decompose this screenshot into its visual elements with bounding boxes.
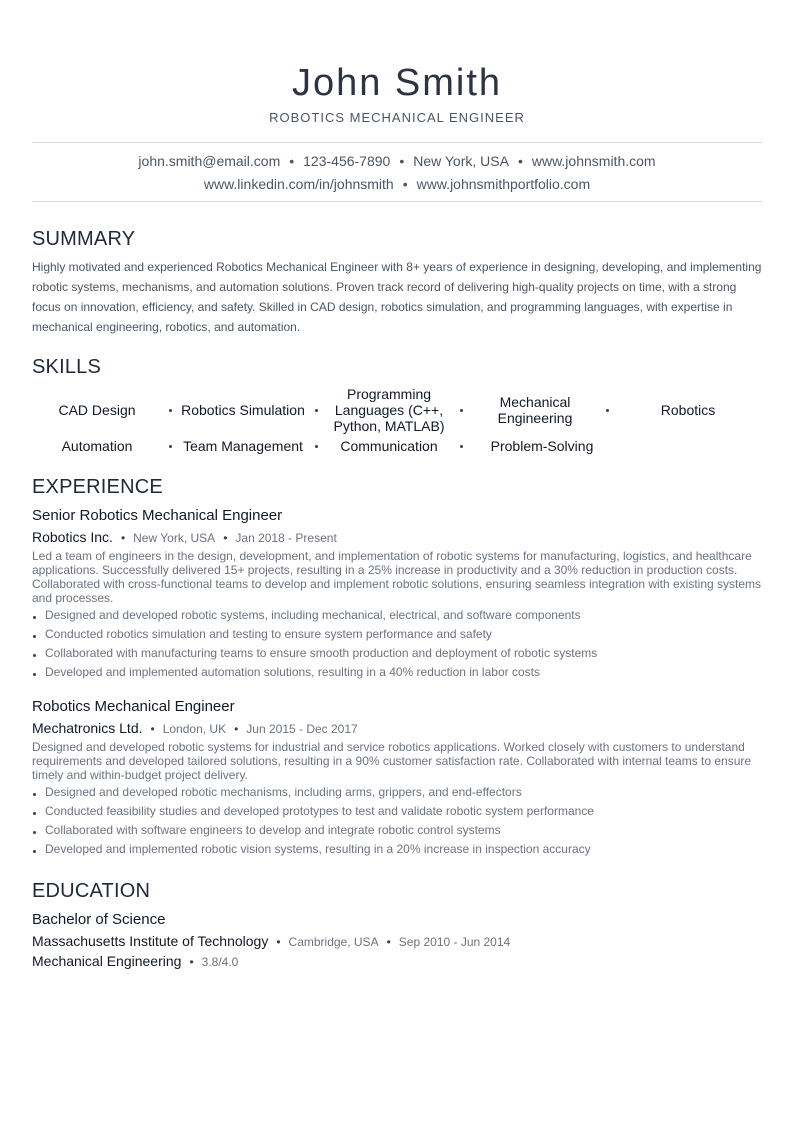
bullet-dot xyxy=(33,812,36,815)
job-company: Robotics Inc. xyxy=(32,529,113,545)
meta-separator: • xyxy=(234,722,239,736)
summary-text: Highly motivated and experienced Robotics Mechanical Engineer with 8+ years of experience in designing, developing, and implementing robotic systems, mechanisms, and automation solutions. Proven track record of delivering high-quality projects on time, with a strong focus on innovation, efficiency, and safety. Skilled in CAD design, robotics simulation, and programming languages, with expertise in mechanical engineering, robotics, and automation. xyxy=(32,260,762,334)
skill-item: Robotics xyxy=(660,402,716,418)
education-heading: EDUCATION xyxy=(32,880,151,902)
skill-item: CAD Design xyxy=(58,402,136,418)
job-bullet xyxy=(32,842,762,856)
job-bullet xyxy=(32,823,762,837)
job-bullet-text: Conducted robotics simulation and testing to ensure system performance and safety xyxy=(45,627,492,641)
job-meta xyxy=(32,720,358,736)
contact-line-1 xyxy=(32,153,762,169)
job-bullet xyxy=(32,627,762,641)
bullet-dot xyxy=(33,831,36,834)
job-bullet-text: Conducted feasibility studies and developed prototypes to test and validate robotic system performance xyxy=(45,804,594,818)
meta-separator: • xyxy=(223,531,228,545)
job-location: London, UK xyxy=(162,722,227,736)
education-meta xyxy=(32,933,510,949)
job-bullet-text: Collaborated with software engineers to develop and integrate robotic control systems xyxy=(45,823,501,837)
education-location: Cambridge, USA xyxy=(288,935,379,949)
job-bullet-text: Developed and implemented automation solutions, resulting in a 40% reduction in labor costs xyxy=(45,665,540,679)
contact-separator: • xyxy=(517,153,523,169)
skill-item: Mechanical Engineering xyxy=(497,394,573,426)
contact-website[interactable]: www.johnsmith.com xyxy=(531,153,656,169)
skill-separator xyxy=(315,445,318,448)
job-description: Led a team of engineers in the design, development, and implementation of robotic systems for manufacturing, logistics, and healthcare applications. Successfully delivered 15+ projects, resulting in a 25% increase in productivity and a 30% reduction in production costs. Collaborated with cross-functional teams to develop and implement robotic solutions, ensuring seamless integration with existing systems and processes. xyxy=(32,549,762,605)
header-divider-bottom xyxy=(32,201,762,202)
skill-separator xyxy=(460,445,463,448)
meta-separator: • xyxy=(386,935,391,949)
job-dates: Jan 2018 - Present xyxy=(235,531,337,545)
education-dates: Sep 2010 - Jun 2014 xyxy=(398,935,511,949)
job-bullet xyxy=(32,665,762,679)
meta-separator: • xyxy=(276,935,281,949)
contact-phone[interactable]: 123-456-7890 xyxy=(303,153,391,169)
education-major: Mechanical Engineering xyxy=(32,953,182,969)
job-bullet-text: Collaborated with manufacturing teams to ensure smooth production and deployment of robotic systems xyxy=(45,646,598,660)
bullet-dot xyxy=(33,673,36,676)
education-school: Massachusetts Institute of Technology xyxy=(32,933,269,949)
contact-separator: • xyxy=(402,176,408,192)
meta-separator: • xyxy=(120,531,126,545)
contact-portfolio[interactable]: www.johnsmithportfolio.com xyxy=(416,176,591,192)
experience-heading: EXPERIENCE xyxy=(32,476,163,498)
job-title: Senior Robotics Mechanical Engineer xyxy=(32,507,283,524)
bullet-dot xyxy=(33,635,36,638)
job-location: New York, USA xyxy=(133,531,216,545)
job-meta xyxy=(32,529,337,545)
contact-location: New York, USA xyxy=(413,153,509,169)
skill-separator xyxy=(169,409,172,412)
skill-separator xyxy=(169,445,172,448)
contact-email[interactable]: john.smith@email.com xyxy=(138,153,281,169)
job-description: Designed and developed robotic systems for industrial and service robotics applications. Worked closely with customers to understand requirements and developed tailored solutions, resulting in a 90% customer satisfaction rate. Collaborated with internal teams to ensure timely and within-budget project delivery. xyxy=(32,740,752,782)
education-degree: Bachelor of Science xyxy=(32,911,166,928)
job-title: Robotics Mechanical Engineer xyxy=(32,698,235,715)
skill-item: Problem-Solving xyxy=(490,438,594,454)
job-bullet xyxy=(32,785,762,799)
job-bullet xyxy=(32,804,762,818)
skill-separator xyxy=(315,409,318,412)
bullet-dot xyxy=(33,793,36,796)
meta-separator: • xyxy=(189,955,194,969)
skill-item: Programming Languages (C++, Python, MATLAB) xyxy=(333,386,445,434)
bullet-dot xyxy=(33,850,36,853)
job-company: Mechatronics Ltd. xyxy=(32,720,143,736)
header-divider-top xyxy=(32,142,762,143)
skill-item: Automation xyxy=(61,438,133,454)
skill-separator xyxy=(460,409,463,412)
summary-heading: SUMMARY xyxy=(32,228,136,250)
job-bullet-text: Designed and developed robotic mechanisms, including arms, grippers, and end-effectors xyxy=(45,785,522,799)
job-bullet-text: Developed and implemented robotic vision systems, resulting in a 20% increase in inspection accuracy xyxy=(45,842,591,856)
skill-separator xyxy=(606,409,609,412)
contact-line-2 xyxy=(32,176,762,192)
education-major-line xyxy=(32,953,238,969)
job-dates: Jun 2015 - Dec 2017 xyxy=(246,722,358,736)
contact-linkedin[interactable]: www.linkedin.com/in/johnsmith xyxy=(203,176,394,192)
skill-item: Robotics Simulation xyxy=(181,402,305,418)
job-bullet xyxy=(32,608,762,622)
contact-separator: • xyxy=(289,153,295,169)
candidate-role: ROBOTICS MECHANICAL ENGINEER xyxy=(269,110,525,125)
skill-item: Communication xyxy=(340,438,438,454)
job-bullet xyxy=(32,646,762,660)
education-gpa: 3.8/4.0 xyxy=(201,955,239,969)
bullet-dot xyxy=(33,654,36,657)
bullet-dot xyxy=(33,616,36,619)
skills-heading: SKILLS xyxy=(32,356,102,378)
meta-separator: • xyxy=(150,722,155,736)
skill-item: Team Management xyxy=(183,438,303,454)
job-bullet-text: Designed and developed robotic systems, including mechanical, electrical, and software components xyxy=(45,608,581,622)
candidate-name: John Smith xyxy=(291,62,503,104)
contact-separator: • xyxy=(399,153,405,169)
